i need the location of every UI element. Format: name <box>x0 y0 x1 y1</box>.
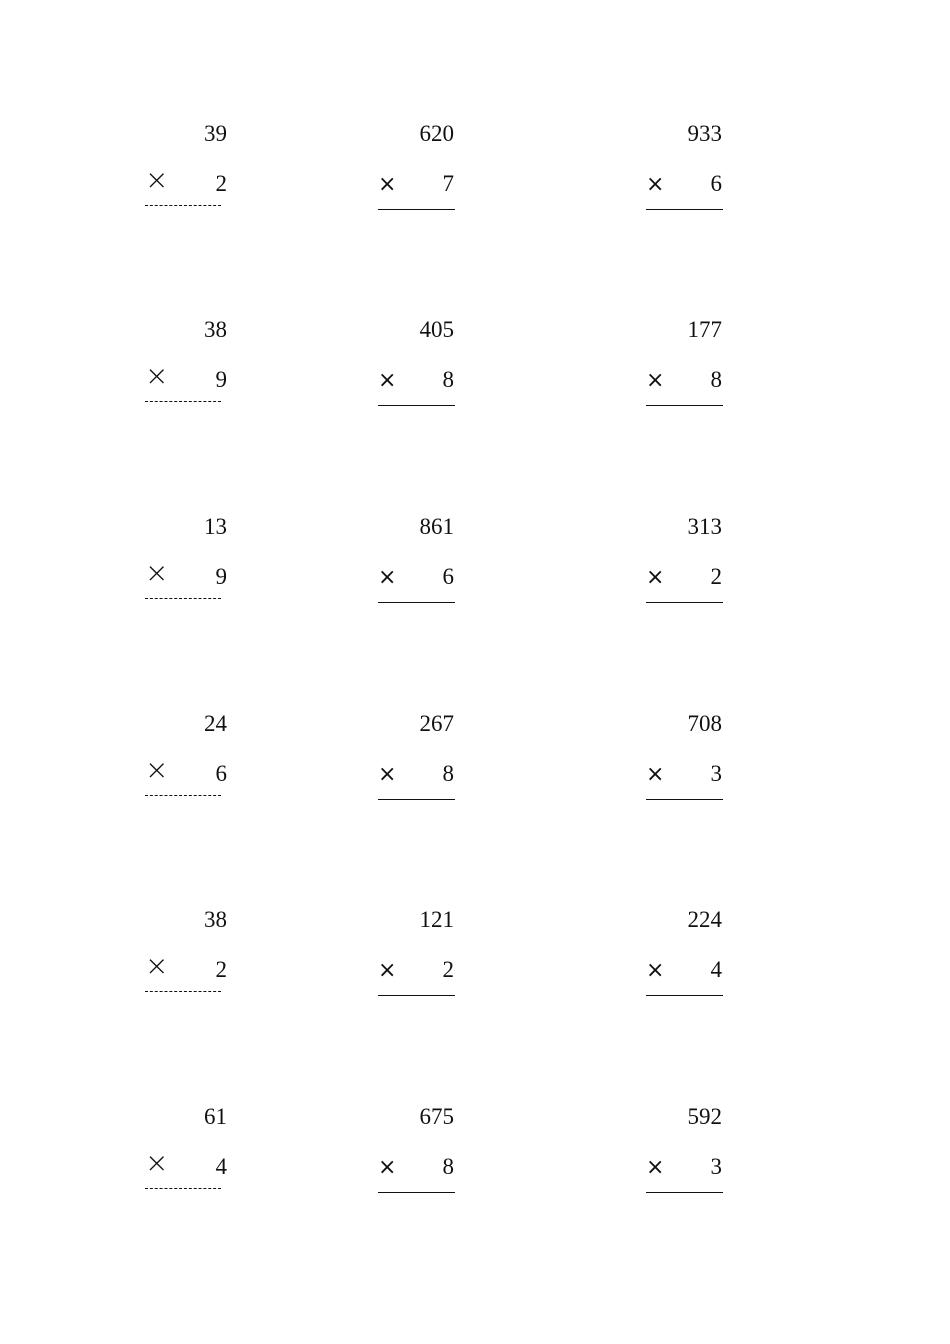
multiply-sign: × <box>145 1146 169 1179</box>
problem-r5-c1 <box>145 907 245 1017</box>
multiplier: 4 <box>710 957 722 982</box>
multiplicand: 39 <box>204 121 227 146</box>
problem-r2-c1 <box>145 317 245 427</box>
problem-r6-c3 <box>646 1104 766 1214</box>
multiplier: 3 <box>710 761 722 786</box>
multiplicand: 121 <box>419 907 454 932</box>
problem-r3-c1 <box>145 514 245 624</box>
answer-line <box>145 598 221 599</box>
multiplier: 8 <box>442 367 454 392</box>
multiply-sign: × <box>378 172 397 197</box>
problem-r5-c3 <box>646 907 766 1017</box>
multiply-sign: × <box>646 762 665 787</box>
multiplicand: 675 <box>419 1104 454 1129</box>
problem-r2-c3 <box>646 317 766 427</box>
multiplicand: 38 <box>204 317 227 342</box>
multiplicand: 24 <box>204 711 227 736</box>
multiplier: 8 <box>442 1154 454 1179</box>
multiply-sign: × <box>145 753 169 786</box>
problem-r4-c3 <box>646 711 766 821</box>
answer-line <box>646 405 723 406</box>
multiplier: 4 <box>215 1154 227 1179</box>
multiply-sign: × <box>646 565 665 590</box>
answer-line <box>145 205 221 206</box>
multiplier: 9 <box>215 367 227 392</box>
problem-r1-c1 <box>145 121 245 231</box>
multiplier: 9 <box>215 564 227 589</box>
multiplier: 2 <box>215 171 227 196</box>
problem-r2-c2 <box>378 317 498 427</box>
multiplicand: 13 <box>204 514 227 539</box>
multiplicand: 592 <box>687 1104 722 1129</box>
multiplier: 6 <box>215 761 227 786</box>
multiplier: 3 <box>710 1154 722 1179</box>
multiplicand: 405 <box>419 317 454 342</box>
multiplier: 2 <box>215 957 227 982</box>
answer-line <box>145 401 221 402</box>
multiplicand: 620 <box>419 121 454 146</box>
multiply-sign: × <box>378 565 397 590</box>
multiply-sign: × <box>378 762 397 787</box>
multiply-sign: × <box>646 368 665 393</box>
multiplier: 8 <box>442 761 454 786</box>
multiplicand: 313 <box>687 514 722 539</box>
multiplier: 8 <box>710 367 722 392</box>
answer-line <box>378 405 455 406</box>
problem-r1-c2 <box>378 121 498 231</box>
problem-r3-c3 <box>646 514 766 624</box>
problem-r6-c1 <box>145 1104 245 1214</box>
answer-line <box>646 209 723 210</box>
problem-r1-c3 <box>646 121 766 231</box>
answer-line <box>646 1192 723 1193</box>
multiplier: 2 <box>710 564 722 589</box>
problem-r4-c2 <box>378 711 498 821</box>
multiplier: 2 <box>442 957 454 982</box>
multiply-sign: × <box>378 1155 397 1180</box>
multiplicand: 224 <box>687 907 722 932</box>
answer-line <box>145 795 221 796</box>
multiplicand: 177 <box>687 317 722 342</box>
answer-line <box>145 1188 221 1189</box>
multiply-sign: × <box>646 958 665 983</box>
answer-line <box>378 602 455 603</box>
multiply-sign: × <box>145 359 169 392</box>
multiply-sign: × <box>145 949 169 982</box>
answer-line <box>378 995 455 996</box>
answer-line <box>646 602 723 603</box>
multiplicand: 38 <box>204 907 227 932</box>
multiplicand: 933 <box>687 121 722 146</box>
answer-line <box>378 1192 455 1193</box>
multiplicand: 267 <box>419 711 454 736</box>
multiplier: 7 <box>442 171 454 196</box>
answer-line <box>646 995 723 996</box>
multiplicand: 861 <box>419 514 454 539</box>
answer-line <box>646 799 723 800</box>
problem-r3-c2 <box>378 514 498 624</box>
multiply-sign: × <box>378 958 397 983</box>
multiply-sign: × <box>145 163 169 196</box>
multiply-sign: × <box>646 1155 665 1180</box>
multiply-sign: × <box>646 172 665 197</box>
multiply-sign: × <box>145 556 169 589</box>
answer-line <box>145 991 221 992</box>
multiplier: 6 <box>710 171 722 196</box>
multiplicand: 61 <box>204 1104 227 1129</box>
multiplier: 6 <box>442 564 454 589</box>
problem-r5-c2 <box>378 907 498 1017</box>
multiplicand: 708 <box>687 711 722 736</box>
multiply-sign: × <box>378 368 397 393</box>
answer-line <box>378 209 455 210</box>
answer-line <box>378 799 455 800</box>
problem-r6-c2 <box>378 1104 498 1214</box>
problem-r4-c1 <box>145 711 245 821</box>
